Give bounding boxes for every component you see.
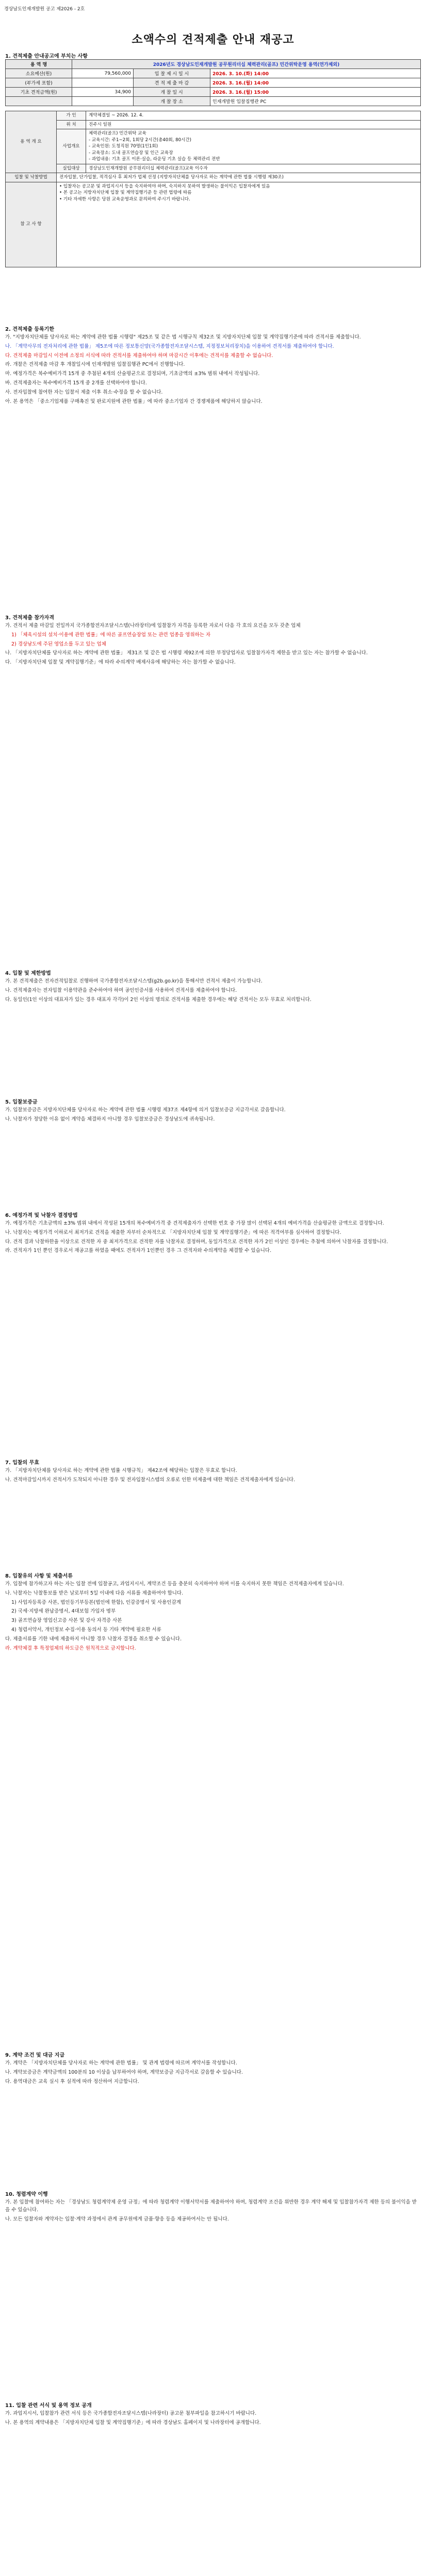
section-2-body <box>5 334 418 407</box>
section-10-body <box>5 2199 418 2225</box>
table-row <box>6 60 421 69</box>
table-row <box>6 182 421 267</box>
section-7-body <box>5 1467 418 1486</box>
section-1-heading: 1. 견적제출 안내공고에 부치는 사항 <box>5 54 88 59</box>
paragraph: 마. 예정가격은 복수예비가격 15개 중 추첨된 4개의 산술평균으로 결정되며, 기초금액의 ±3% 범위 내에서 작성됩니다. <box>5 371 260 377</box>
section-6-body <box>5 1220 418 1257</box>
table-header-cell: 용 역 명 <box>6 60 72 69</box>
table-cell: 개 찰 장 소 <box>134 97 210 106</box>
table-row <box>6 173 421 182</box>
paragraph: 나. 「계약사무의 전자처리에 관한 법률」 제5조에 따른 정보통신망(국가종합전자조달시스템, 지정정보처리장치)을 이용하여 견적서를 제출하여야 합니다. <box>5 343 334 349</box>
section-7-heading: 7. 입찰의 무효 <box>5 1460 40 1466</box>
table-cell: • 입찰자는 공고문 및 과업지시서 등을 숙지하여야 하며, 숙지하지 못하여 발생하는 불이익은 입찰자에게 있음 • 본 공고는 지방자치단체 입찰 및 계약집행기준 등 관련 법령에 따름 • 기타 자세한 사항은 당원 교육운영과로 문의하여 주시기 바랍니다. <box>57 182 421 267</box>
table-cell: 인재개발원 입찰집행관 PC <box>210 97 421 106</box>
paragraph: 가. 계약은 「지방자치단체를 당사자로 하는 계약에 관한 법률」 및 관계 법령에 따르며 계약서를 작성합니다. <box>5 2060 237 2066</box>
paragraph: 4) 청렴서약서, 개인정보 수집·이용 동의서 등 기타 계약에 필요한 서류 <box>11 1626 161 1633</box>
paragraph: 가. 예정가격은 기초금액의 ±3% 범위 내에서 작성된 15개의 복수예비가격 중 견적제출자가 선택한 번호 중 가장 많이 선택된 4개의 예비가격을 산술평균한 금액으로 결정합니다. <box>5 1221 384 1226</box>
paragraph: 가. 본 입찰에 참여하는 자는 「경상남도 청렴계약제 운영 규정」에 따라 청렴계약 이행서약서를 제출하여야 하며, 청렴계약 조건을 위반한 경우 계약 해제 및 입찰참가자격 제한 등의 불이익을 받을 수 있습니다. <box>5 2199 417 2213</box>
paragraph: 나. 「지방자치단체를 당사자로 하는 계약에 관한 법률」 제31조 및 같은 법 시행령 제92조에 의한 부정당업자로 입찰참가자격 제한을 받고 있는 자는 참가할 수 없습니다. <box>5 650 368 656</box>
paragraph: 가. 입찰에 참가하고자 하는 자는 입찰 전에 입찰공고, 과업지시서, 계약조건 등을 충분히 숙지하여야 하며 이를 숙지하지 못한 책임은 견적제출자에게 있습니다. <box>5 1581 344 1587</box>
paragraph: 다. 견적제출 마감일시 이전에 소정의 서식에 따라 견적서를 제출하여야 하며 마감시간 이후에는 견적서를 제출할 수 없습니다. <box>5 352 273 359</box>
paragraph: 나. 낙찰자가 정당한 이유 없이 계약을 체결하지 아니할 경우 입찰보증금은 경상남도에 귀속됩니다. <box>5 1116 215 1122</box>
table-cell: 기초 견적금액(원) <box>6 88 72 97</box>
table-cell: 2026. 3. 16.(월) 15:00 <box>210 88 421 97</box>
paragraph: 나. 계약보증금은 계약금액의 100분의 10 이상을 납부하여야 하며, 계약보증금 지급각서로 갈음할 수 있습니다. <box>5 2069 243 2075</box>
table-cell: 진주시 일원 <box>86 120 421 129</box>
table-cell: 견 적 제 출 마 감 <box>134 78 210 88</box>
details-table <box>5 111 421 267</box>
paragraph: 나. 견적마감일시까지 견적서가 도착되지 아니한 경우 및 전자입찰시스템의 오류로 인한 미제출에 대한 책임은 견적제출자에게 있습니다. <box>5 1477 296 1483</box>
table-cell: 참 고 사 항 <box>6 182 57 267</box>
table-row <box>6 120 421 129</box>
table-cell: 위 치 <box>57 120 86 129</box>
table-row <box>6 78 421 88</box>
table-row <box>6 111 421 121</box>
paragraph: 다. 「지방자치단체 입찰 및 계약집행기준」에 따라 수의계약 배제사유에 해당하는 자는 참가할 수 없습니다. <box>5 659 236 666</box>
paragraph: 2) 국세·지방세 완납증명서, 4대보험 가입자 명부 <box>11 1608 116 1615</box>
paragraph: 라. 견적자가 1인 뿐인 경우로서 재공고를 하였을 때에도 견적자가 1인뿐인 경우 그 견적자와 수의계약을 체결할 수 있습니다. <box>5 1248 272 1254</box>
table-cell <box>72 97 134 106</box>
table-cell: 입찰 및 낙찰방법 <box>6 173 57 182</box>
paragraph: 1) 사업자등록증 사본, 법인등기부등본(법인에 한함), 인감증명서 및 사용인감계 <box>11 1599 181 1605</box>
section-5-body <box>5 1107 418 1125</box>
table-cell: 경상남도인재개발원 공무원리더십 체력관리(골프)교육 이수자 <box>86 164 421 173</box>
paragraph: 다. 제출서류를 기한 내에 제출하지 아니할 경우 낙찰자 결정을 취소할 수 있습니다. <box>5 1636 182 1642</box>
section-9-heading: 9. 계약 조건 및 대금 지급 <box>5 2053 65 2058</box>
paragraph: 다. 용역대금은 교육 실시 후 실적에 따라 정산하여 지급합니다. <box>5 2078 139 2084</box>
paragraph: 라. 개찰은 견적제출 마감 후 개찰일시에 인재개발원 입찰집행관 PC에서 진행합니다. <box>5 362 185 368</box>
paragraph: 사. 전자입찰에 참여한 자는 입찰서 제출 이후 취소·수정을 할 수 없습니다. <box>5 389 163 395</box>
paragraph: 나. 견적제출자는 전자입찰 이용약관을 준수하여야 하며 공인인증서를 사용하여 견적서를 제출하여야 합니다. <box>5 987 237 993</box>
paragraph: 아. 본 용역은 「중소기업제품 구매촉진 및 판로지원에 관한 법률」에 따라 중소기업자 간 경쟁제품에 해당하지 않습니다. <box>5 398 263 404</box>
table-cell: 소요예산(원) <box>6 69 72 78</box>
table-cell: 실입대상 <box>57 164 86 173</box>
table-cell: 가 인 <box>57 111 86 121</box>
paragraph: 2) 경상남도에 주된 영업소를 두고 있는 업체 <box>11 641 106 647</box>
table-cell: 79,560,000 <box>72 69 134 78</box>
paragraph: 가. 「지방자치단체를 당사자로 하는 계약에 관한 법률 시행규칙」 제42조에 해당하는 입찰은 무효로 합니다. <box>5 1468 237 1473</box>
table-cell <box>6 97 72 106</box>
table-cell: 체력관리(골프) 민간위탁 교육 - 교육시간: 주1~2회, 1회당 2시간(총40회, 80시간) - 교육인원: 도청직원 70명(1인1회) - 교육장소: 도내 골프연습장 및 인근 교육장 - 과업내용: 기초 골프 이론·실습, 라운딩 기초 실습 등 체력관리 전반 <box>86 129 421 164</box>
section-9-body <box>5 2060 418 2087</box>
table-cell: 계약체결일 ~ 2026. 12. 4. <box>86 111 421 121</box>
table-cell: 용 역 개 요 <box>6 111 57 173</box>
section-11-heading: 11. 입찰 관련 서식 및 용역 정보 공개 <box>5 2403 92 2409</box>
paragraph: 가. 본 견적제출은 전자견적입찰로 진행하며 국가종합전자조달시스템(g2b.go.kr)을 통해서만 견적서 제출이 가능합니다. <box>5 978 263 984</box>
section-3-heading: 3. 견적제출 참가자격 <box>5 615 54 621</box>
table-cell: 사업개요 <box>57 129 86 164</box>
section-4-heading: 4. 입찰 및 제한방법 <box>5 971 51 976</box>
table-cell: 전자입찰, 단가입찰, 적격심사 후 최저가 업체 선정 (지방자치단체를 당사자로 하는 계약에 관한 법률 시행령 제30조) <box>57 173 421 182</box>
table-row <box>6 129 421 164</box>
section-4-body <box>5 978 418 1005</box>
section-2-heading: 2. 견적제출 등록기한 <box>5 327 54 332</box>
table-cell: 2026. 3. 10.(화) 14:00 <box>210 69 421 78</box>
paragraph: 1) 「체육시설의 설치·이용에 관한 법률」에 따른 골프연습장업 또는 관련 업종을 영위하는 자 <box>11 632 211 638</box>
table-cell: (부가세 포함) <box>6 78 72 88</box>
paragraph: 다. 견적 결과 낙찰하한율 이상으로 견적한 자 중 최저가격으로 견적한 자를 낙찰자로 결정하며, 동일가격으로 견적한 자가 2인 이상인 경우에는 추첨에 의하여 낙찰자를 결정합니다. <box>5 1239 388 1245</box>
paragraph: 나. 본 용역의 계약내용은 「지방자치단체 입찰 및 계약집행기준」에 따라 경상남도 홈페이지 및 나라장터에 공개합니다. <box>5 2419 261 2426</box>
paragraph: 가. 입찰보증금은 지방자치단체를 당사자로 하는 계약에 관한 법률 시행령 제37조 제4항에 의거 입찰보증금 지급각서로 갈음합니다. <box>5 1107 286 1113</box>
section-8-heading: 8. 입찰유의 사항 및 제출서류 <box>5 1573 73 1579</box>
table-cell: 2026. 3. 16.(월) 14:00 <box>210 78 421 88</box>
table-cell <box>72 78 134 88</box>
document-code: 경상남도인재개발원 공고 제2026 - 2호 <box>4 7 85 12</box>
paragraph: 바. 견적제출자는 복수예비가격 15개 중 2개를 선택하여야 합니다. <box>5 380 147 386</box>
section-6-heading: 6. 예정가격 및 낙찰자 결정방법 <box>5 1213 78 1218</box>
paragraph: 3) 골프연습장 영업신고증 사본 및 강사 자격증 사본 <box>11 1618 122 1624</box>
section-3-body <box>5 622 418 668</box>
paragraph: 나. 낙찰자는 예정가격 이하로서 최저가로 견적을 제출한 자부터 순차적으로 「지방자치단체 입찰 및 계약집행기준」에 따른 적격여부를 심사하여 결정합니다. <box>5 1229 341 1235</box>
table-row <box>6 69 421 78</box>
section-11-body <box>5 2410 418 2429</box>
paragraph: 나. 모든 입찰자와 계약자는 입찰·계약 과정에서 관계 공무원에게 금품·향응 등을 제공하여서는 안 됩니다. <box>5 2216 229 2222</box>
paragraph: 나. 낙찰자는 낙찰통보를 받은 날로부터 5일 이내에 다음 서류를 제출하여야 합니다. <box>5 1590 184 1596</box>
overview-table <box>5 59 421 106</box>
paragraph: 가. 과업지시서, 입찰참가 관련 서식 등은 국가종합전자조달시스템(나라장터) 공고문 첨부파일을 참고하시기 바랍니다. <box>5 2411 257 2416</box>
table-cell: 34,900 <box>72 88 134 97</box>
table-cell: 개 찰 일 시 <box>134 88 210 97</box>
paragraph: 가. "지방자치단체를 당사자로 하는 계약에 관한 법률 시행령" 제25조 및 같은 법 시행규칙 제32조 및 지방자치단체 입찰 및 계약집행기준에 따라 견적서를 제출합니다. <box>5 334 361 340</box>
section-5-heading: 5. 입찰보증금 <box>5 1099 38 1105</box>
table-row <box>6 88 421 97</box>
document-title: 소액수의 견적제출 안내 재공고 <box>132 33 294 46</box>
paragraph: 다. 동일인(1인 이상의 대표자가 있는 경우 대표자 각각)이 2인 이상의 명의로 견적서를 제출한 경우에는 해당 견적서는 모두 무효로 처리합니다. <box>5 996 312 1003</box>
section-8-body <box>5 1581 418 1654</box>
section-10-heading: 10. 청렴계약 이행 <box>5 2192 48 2197</box>
paragraph: 가. 견적서 제출 마감일 전일까지 국가종합전자조달시스템(나라장터)에 입찰참가 자격을 등록한 자로서 다음 각 호의 요건을 모두 갖춘 업체 <box>5 623 301 629</box>
table-row <box>6 97 421 106</box>
paragraph: 라. 계약체결 후 특정업체의 하도급은 원칙적으로 금지합니다. <box>5 1645 136 1651</box>
table-cell: 입 찰 제 시 일 시 <box>134 69 210 78</box>
table-row <box>6 164 421 173</box>
service-name-cell: 2026년도 경상남도인재개발원 공무원리더십 체력관리(골프) 민간위탁운영 용역(연가제외) <box>72 60 421 69</box>
